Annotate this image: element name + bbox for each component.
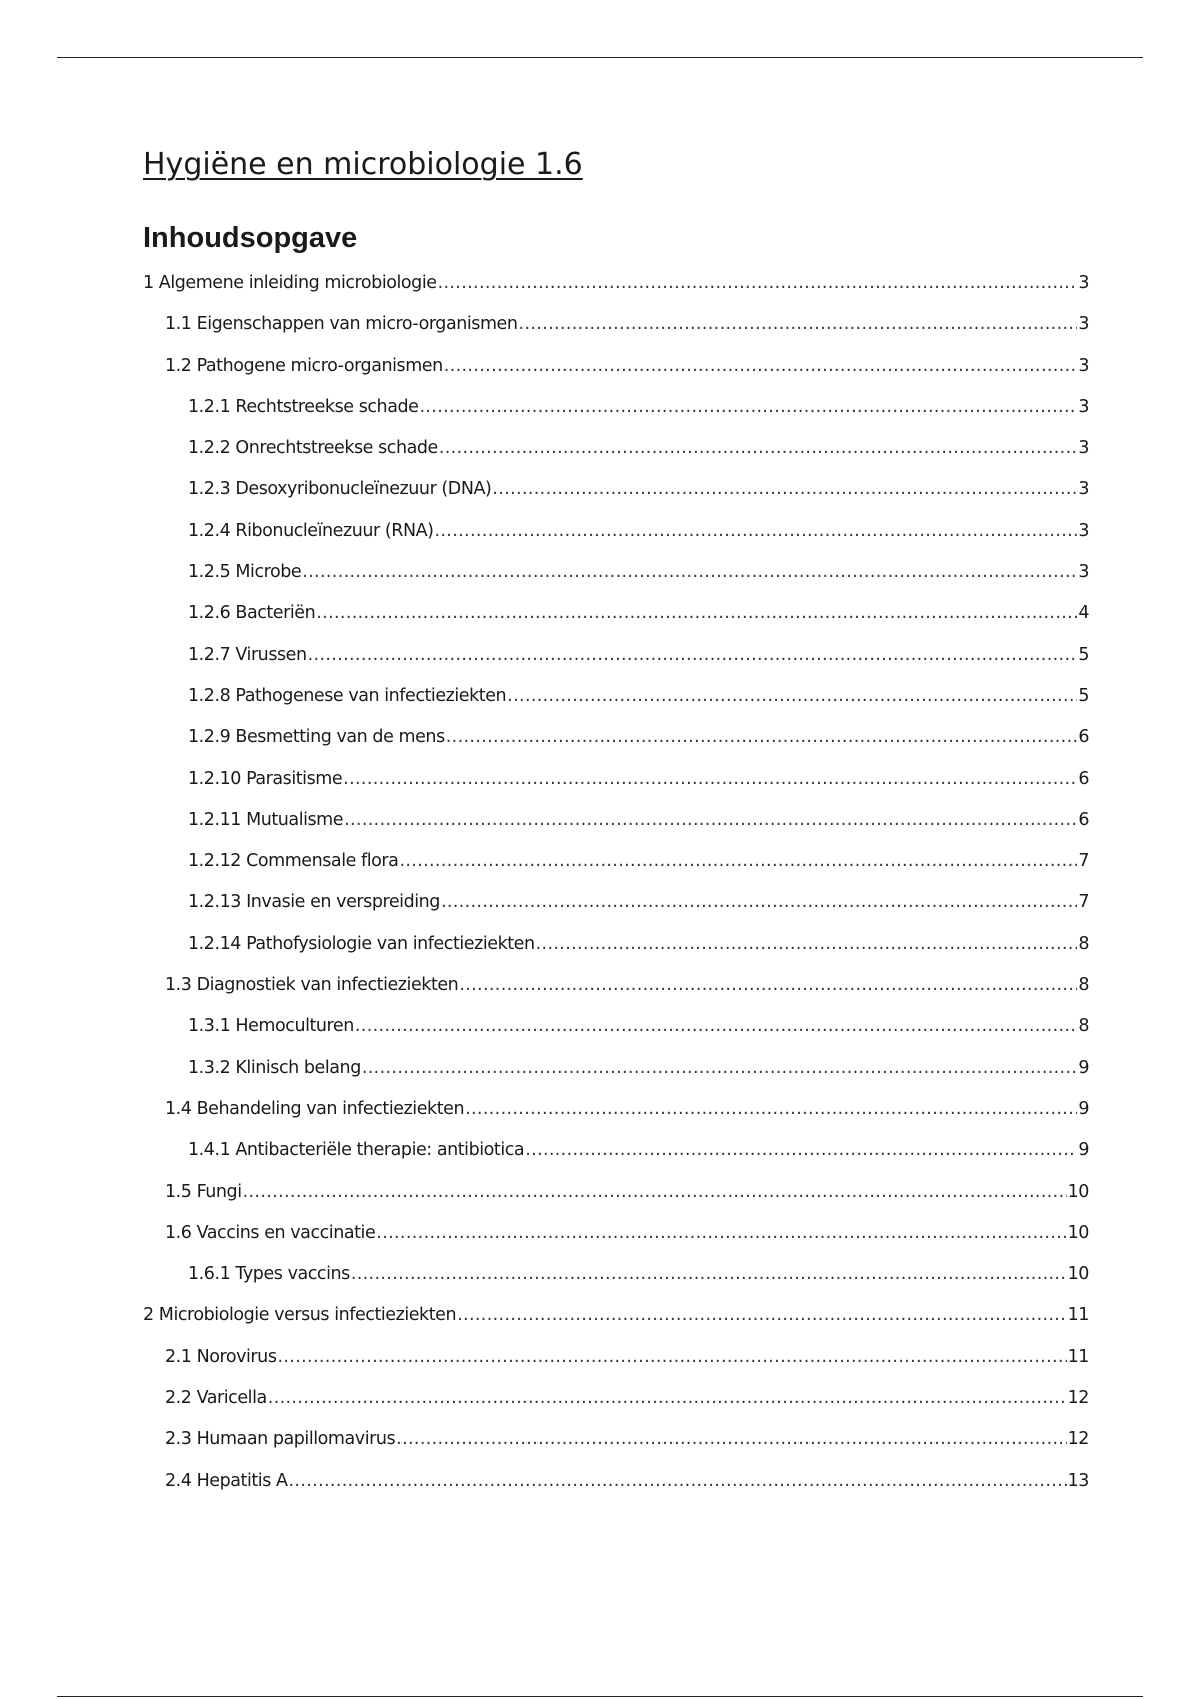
toc-entry[interactable]: [143, 727, 1089, 768]
toc-entry-label[interactable]: 1.2.5 Microbe: [188, 562, 302, 583]
toc-entry[interactable]: [143, 769, 1089, 810]
toc-entry-page-number[interactable]: 8: [1078, 975, 1089, 996]
toc-entry[interactable]: [143, 438, 1089, 479]
toc-entry-page-number[interactable]: 13: [1067, 1470, 1089, 1491]
toc-entry-label[interactable]: 1.2.2 Onrechtstreekse schade: [188, 438, 438, 459]
toc-dot-leader: [351, 1264, 1067, 1284]
toc-entry-page-number[interactable]: 7: [1078, 892, 1089, 913]
toc-entry[interactable]: [143, 686, 1089, 727]
toc-dot-leader: [457, 1305, 1067, 1325]
toc-entry[interactable]: [143, 397, 1089, 438]
document-title: Hygiëne en microbiologie 1.6: [143, 147, 583, 182]
toc-entry-label[interactable]: 1.4.1 Antibacteriële therapie: antibiotica: [188, 1140, 525, 1161]
toc-entry[interactable]: [143, 521, 1089, 562]
toc-entry-page-number[interactable]: 3: [1078, 562, 1089, 583]
toc-dot-leader: [308, 645, 1078, 665]
toc-entry[interactable]: [143, 562, 1089, 603]
toc-dot-leader: [525, 1140, 1077, 1160]
toc-entry[interactable]: [143, 1099, 1089, 1140]
toc-entry[interactable]: [143, 1182, 1089, 1223]
toc-dot-leader: [277, 1347, 1066, 1367]
toc-entry[interactable]: [143, 1388, 1089, 1429]
toc-entry-label[interactable]: 1.6 Vaccins en vaccinatie: [165, 1222, 376, 1243]
toc-dot-leader: [459, 975, 1077, 995]
toc-entry-label[interactable]: 1.2.10 Parasitisme: [188, 768, 343, 789]
toc-entry[interactable]: [143, 1223, 1089, 1264]
toc-entry[interactable]: [143, 934, 1089, 975]
footer-rule: [57, 1696, 1143, 1697]
toc-dot-leader: [419, 397, 1077, 417]
toc-entry-label[interactable]: 1.2.13 Invasie en verspreiding: [188, 892, 440, 913]
toc-dot-leader: [492, 479, 1077, 499]
toc-entry-page-number[interactable]: 5: [1078, 685, 1089, 706]
toc-entry-page-number[interactable]: 12: [1067, 1429, 1089, 1450]
toc-entry[interactable]: [143, 892, 1089, 933]
toc-entry-label[interactable]: 1.2.4 Ribonucleïnezuur (RNA): [188, 520, 434, 541]
toc-entry-page-number[interactable]: 3: [1078, 314, 1089, 335]
toc-dot-leader: [376, 1223, 1066, 1243]
toc-dot-leader: [507, 686, 1077, 706]
toc-dot-leader: [343, 769, 1077, 789]
toc-dot-leader: [441, 892, 1077, 912]
toc-dot-leader: [536, 934, 1078, 954]
toc-dot-leader: [268, 1388, 1067, 1408]
toc-entry-page-number[interactable]: 11: [1067, 1305, 1089, 1326]
toc-dot-leader: [444, 356, 1078, 376]
toc-entry[interactable]: [143, 1347, 1089, 1388]
toc-dot-leader: [434, 521, 1077, 541]
toc-entry[interactable]: [143, 1429, 1089, 1470]
toc-entry-page-number[interactable]: 7: [1078, 851, 1089, 872]
toc-entry-page-number[interactable]: 3: [1078, 396, 1089, 417]
toc-entry-page-number[interactable]: 8: [1078, 933, 1089, 954]
toc-dot-leader: [519, 314, 1078, 334]
toc-entry-label[interactable]: 1.2.12 Commensale flora: [188, 851, 399, 872]
toc-entry[interactable]: [143, 314, 1089, 355]
header-rule: [57, 57, 1143, 58]
toc-entry[interactable]: [143, 1471, 1089, 1512]
toc-entry-label[interactable]: 1.2.9 Besmetting van de mens: [188, 727, 445, 748]
toc-entry-label[interactable]: 1.4 Behandeling van infectieziekten: [165, 1098, 465, 1119]
toc-entry-page-number[interactable]: 8: [1078, 1016, 1089, 1037]
toc-dot-leader: [355, 1016, 1077, 1036]
toc-dot-leader: [465, 1099, 1077, 1119]
toc-dot-leader: [316, 603, 1077, 623]
toc-dot-leader: [302, 562, 1077, 582]
toc-entry-page-number[interactable]: 9: [1078, 1140, 1089, 1161]
toc-entry[interactable]: [143, 1305, 1089, 1346]
toc-entry[interactable]: [143, 1016, 1089, 1057]
toc-entry-label[interactable]: 1.3.2 Klinisch belang: [188, 1057, 361, 1078]
toc-entry-label[interactable]: 2.2 Varicella: [165, 1388, 267, 1409]
toc-entry[interactable]: [143, 810, 1089, 851]
toc-entry-page-number[interactable]: 11: [1067, 1346, 1089, 1367]
toc-entry-label[interactable]: 1.2 Pathogene micro-organismen: [165, 355, 443, 376]
toc-entry[interactable]: [143, 975, 1089, 1016]
toc-entry-label[interactable]: 1.3 Diagnostiek van infectieziekten: [165, 975, 459, 996]
toc-entry-page-number[interactable]: 5: [1078, 644, 1089, 665]
toc-entry-label[interactable]: 1.5 Fungi: [165, 1181, 242, 1202]
toc-entry-page-number[interactable]: 12: [1067, 1388, 1089, 1409]
toc-entry-page-number[interactable]: 10: [1067, 1264, 1089, 1285]
toc-dot-leader: [439, 438, 1077, 458]
toc-entry-label[interactable]: 1.1 Eigenschappen van micro-organismen: [165, 314, 518, 335]
toc-entry-label[interactable]: 1.2.1 Rechtstreekse schade: [188, 396, 419, 417]
toc-dot-leader: [289, 1471, 1067, 1491]
toc-entry-page-number[interactable]: 6: [1078, 809, 1089, 830]
toc-entry-label[interactable]: 2 Microbiologie versus infectieziekten: [143, 1305, 457, 1326]
toc-entry-page-number[interactable]: 9: [1078, 1057, 1089, 1078]
toc-dot-leader: [243, 1182, 1067, 1202]
toc-entry-label[interactable]: 1.3.1 Hemoculturen: [188, 1016, 354, 1037]
toc-entry[interactable]: [143, 1264, 1089, 1305]
toc-entry[interactable]: [143, 1058, 1089, 1099]
toc-entry[interactable]: [143, 603, 1089, 644]
toc-entry-page-number[interactable]: 3: [1078, 355, 1089, 376]
toc-entry-page-number[interactable]: 9: [1078, 1098, 1089, 1119]
toc-entry-page-number[interactable]: 3: [1078, 520, 1089, 541]
toc-entry-label[interactable]: 2.3 Humaan papillomavirus: [165, 1429, 396, 1450]
toc-entry-page-number[interactable]: 6: [1078, 727, 1089, 748]
toc-entry-label[interactable]: 1.2.7 Virussen: [188, 644, 307, 665]
toc-entry[interactable]: [143, 479, 1089, 520]
toc-dot-leader: [344, 810, 1077, 830]
toc-entry-label[interactable]: 2.4 Hepatitis A: [165, 1470, 288, 1491]
toc-entry-label[interactable]: 2.1 Norovirus: [165, 1346, 277, 1367]
toc-entry-label[interactable]: 1.6.1 Types vaccins: [188, 1264, 350, 1285]
toc-entry-page-number[interactable]: 3: [1078, 273, 1089, 293]
toc-entry-label[interactable]: 1.2.11 Mutualisme: [188, 809, 344, 830]
table-of-contents: [143, 273, 1089, 1512]
toc-entry-page-number[interactable]: 10: [1067, 1222, 1089, 1243]
toc-entry[interactable]: [143, 273, 1089, 314]
toc-entry[interactable]: [143, 645, 1089, 686]
toc-entry-label[interactable]: 1.2.8 Pathogenese van infectieziekten: [188, 685, 507, 706]
toc-dot-leader: [362, 1058, 1077, 1078]
toc-entry-label[interactable]: 1.2.6 Bacteriën: [188, 603, 316, 624]
toc-entry-page-number[interactable]: 3: [1078, 479, 1089, 500]
toc-entry-page-number[interactable]: 3: [1078, 438, 1089, 459]
toc-entry[interactable]: [143, 1140, 1089, 1181]
toc-dot-leader: [446, 727, 1078, 747]
toc-entry[interactable]: [143, 356, 1089, 397]
toc-entry-label[interactable]: 1 Algemene inleiding microbiologie: [143, 273, 437, 293]
toc-entry-page-number[interactable]: 4: [1078, 603, 1089, 624]
toc-dot-leader: [396, 1429, 1066, 1449]
toc-dot-leader: [438, 273, 1078, 293]
toc-entry-label[interactable]: 1.2.14 Pathofysiologie van infectieziekten: [188, 933, 535, 954]
toc-entry-page-number[interactable]: 10: [1067, 1181, 1089, 1202]
toc-entry-page-number[interactable]: 6: [1078, 768, 1089, 789]
toc-heading: Inhoudsopgave: [143, 222, 358, 254]
toc-entry[interactable]: [143, 851, 1089, 892]
toc-dot-leader: [399, 851, 1077, 871]
toc-entry-label[interactable]: 1.2.3 Desoxyribonucleïnezuur (DNA): [188, 479, 492, 500]
